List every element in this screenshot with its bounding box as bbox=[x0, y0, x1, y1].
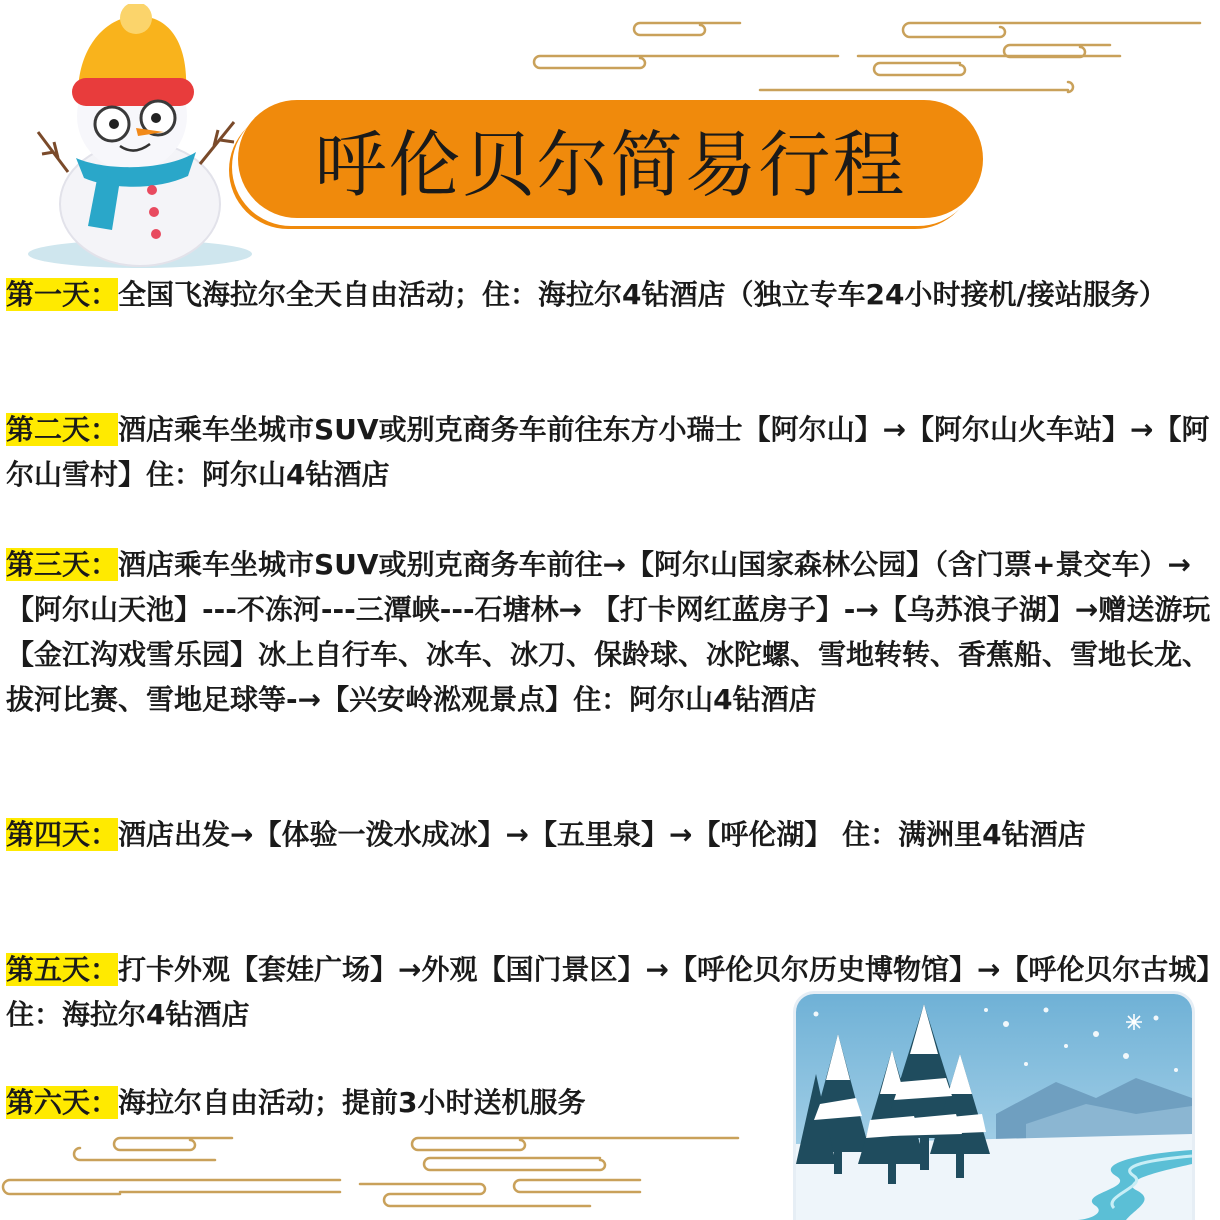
day-6 bbox=[6, 1080, 786, 1125]
day-2 bbox=[6, 407, 1214, 497]
day-4 bbox=[6, 812, 1214, 857]
day-text: 酒店乘车坐城市SUV或别克商务车前往东方小瑞士【阿尔山】→【阿尔山火车站】→【阿尔山雪村】住：阿尔山4钻酒店 bbox=[6, 413, 1210, 491]
day-1 bbox=[6, 272, 1214, 317]
day-text: 酒店出发→【体验一泼水成冰】→【五里泉】→【呼伦湖】 住：满洲里4钻酒店 bbox=[118, 818, 1086, 851]
day-label: 第一天： bbox=[6, 278, 119, 311]
day-label: 第六天： bbox=[6, 1086, 119, 1119]
day-text: 打卡外观【套娃广场】→外观【国门景区】→【呼伦贝尔历史博物馆】→【呼伦贝尔古城】住：海拉尔4钻酒店 bbox=[6, 953, 1211, 1031]
day-3 bbox=[6, 542, 1214, 722]
winter-landscape-image bbox=[796, 994, 1192, 1220]
snowy-forest-river-icon bbox=[796, 994, 1192, 1220]
day-label: 第五天： bbox=[6, 953, 119, 986]
day-text: 酒店乘车坐城市SUV或别克商务车前往→【阿尔山国家森林公园】（含门票+景交车）→【阿尔山天池】---不冻河---三潭峡---石塘林→ 【打卡网红蓝房子】-→【乌苏浪子湖】→赠送游玩【金江沟戏雪乐园】冰上自行车、冰车、冰刀、保龄球、冰陀螺、雪地转转、香蕉船、雪地长龙、拔河比赛、雪地足球等-→【兴安岭淞观景点】住：阿尔山4钻酒店 bbox=[6, 548, 1211, 716]
snowman-illustration bbox=[28, 4, 258, 272]
day-text: 全国飞海拉尔全天自由活动；住：海拉尔4钻酒店（独立专车24小时接机/接站服务） bbox=[118, 278, 1167, 311]
title-banner bbox=[238, 100, 983, 218]
day-label: 第三天： bbox=[6, 548, 119, 581]
page-title: 呼伦贝尔简易行程 bbox=[314, 123, 907, 207]
day-label: 第二天： bbox=[6, 413, 119, 446]
day-label: 第四天： bbox=[6, 818, 119, 851]
day-text: 海拉尔自由活动；提前3小时送机服务 bbox=[118, 1086, 586, 1119]
